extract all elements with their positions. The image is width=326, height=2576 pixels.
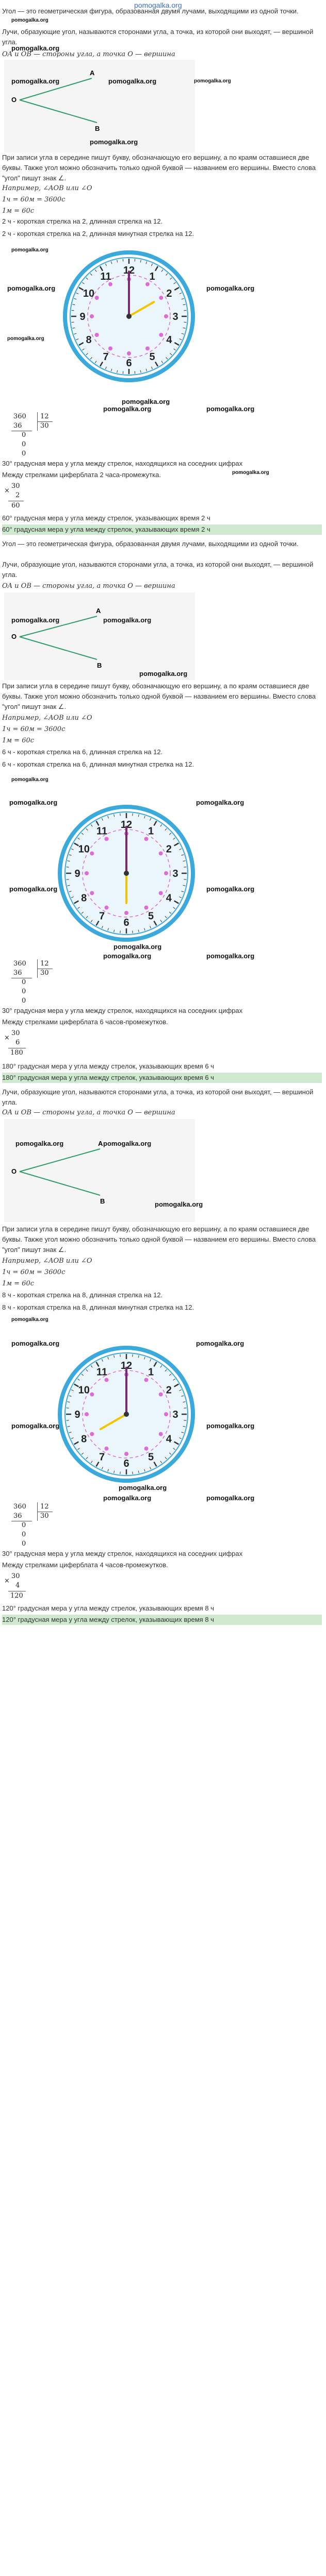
clock-number: 7 [103,351,109,363]
minute-tick [72,322,74,323]
deg30-text: 30° градусная мера у угла между стрелок, находящихся на соседних цифрах [2,1550,243,1557]
watermark: pomogalka.org [139,670,188,677]
clock-number: 9 [74,868,80,879]
watermark: pomogalka.org [113,943,162,951]
clock-number: 4 [166,892,172,904]
minute-tick [67,867,69,868]
hour-dot [159,1432,163,1436]
between-text: Между стрелками циферблата 4 часов-промежутков. [2,1561,168,1569]
watermark: pomogalka.org [9,885,58,893]
watermark: pomogalka.org [206,405,255,413]
page: pomogalka.org Угол — это геометрическая фигура, образованная двумя лучами, выходящими из одной точки. pomogalka.org Лучи, образующие угол, называются сторонами угла, а точка, из которой они выходят, — вершиной угла. pomogalka.org OA и OB — стороны угла, а точка O — вершина A O B pomogalka.org pomogalka.org pomogalka.org pomogalka.org При записи угла в середине пишут букву, обозначающую его вершину, а по краям оставшиеся две буквы. Также угол можно обозначить только одной буквой — названием его вершины. Вместо слова "угол" пишут знак ∠. Например, ∠AOB или ∠O 1ч = 60м = 3600с 1м = 60с 2 ч - короткая стрелка на 2, длинная стрелка на 12. 2 ч - короткая стрелка на 2, длинная минутная стрелка на 12. pomogalka.org pomogalka.org pomogalka.org pomogalka.org pomogalka.org 12 1 2 3 4 5 6 7 8 9 10 11 360 12 36 30 0 0 0 pomogalka.org pomogalka.org 30° градусная мера у угла между стрелок, находящихся на соседних цифрах Между стрелками циферблата 2 часа-промежутка. pomogalka.org 30 × 2 60 60° градусная мера у угла между стрелок, указывающих время 2 ч 60° градусная мера у угла между стрелок, указывающих время 2 ч Угол — это геометрическая фигура, образованная двумя лучами, выходящими из одной точки. Лучи, образующие угол, называются сторонами угла, а точка, из которой они выходят, — вершиной угла. OA и OB — стороны угла, а точка O — вершина A O B pomogalka.org pomogalka.org pomogalka.org При записи угла в середине пишут букву, обозначающую его вершину, а по краям оставшиеся две буквы. Также угол можно обозначить только одной буквой — названием его вершины. Вместо слова "угол" пишут знак ∠. Например, ∠AOB или ∠O 1ч = 60м = 3600с 1м = 60с 6 ч - короткая стрелка на 6, длинная стрелка на 12. 6 ч - короткая стрелка на 6, длинная минутная стрелка на 12. pomogalka.org pomogalka.org pomogalka.org pomogalka.org pomogalka.org pomogalka.org 12 1 2 3 4 5 6 7 8 9 10 11 360 12 36 30 0 0 0 pomogalka.org pomogalka.org 30° градусная мера у угла между стрелок, находящихся на соседних цифрах Между стрелками циферблата 6 часов-промежутков. 30 × 6 180 180° градусная мера у угла между стрелок, указывающих время 6 ч 180° градусная мера у угла между стрелок, указывающих время 6 ч Лучи, образующие угол, называются сторонами угла, а точка, из которой они выходят, — вершиной угла. OA и OB — стороны угла, а точка O — вершина A O B pomogalka.org pomogalka.org pomogalka.org При записи угла в середине пишут букву, обозначающую его вершину, а по краям оставшиеся две буквы. Также угол можно обозначить только одной буквой — названием его вершины. Вместо слова "угол" пишут знак ∠. Например, ∠AOB или ∠O 1ч = 60м = 3600с 1м = 60с 8 ч - короткая стрелка на 8, длинная стрелка на 12. 8 ч - короткая стрелка на 8, длинная минутная стрелка на 12. pomogalka.org pomogalka.org pomogalka.org pomogalka.org pomogalka.org pomogalka.org 12 1 2 3 4 5 6 7 8 9 10 11 360 12 36 30 0 0 0 pomogalka.org pomogalka.org 30° градусная мера у угла между стрелок, находящихся на соседних цифрах Между стрелками циферблата 4 часов-промежутков. 30 × 4 120 120° градусная мера у угла между стрелок, указывающих время 8 ч 120° градусная мера у угла между стрелок, указывающих время 8 ч [0,0,326,2576]
clock-number: 2 [166,288,172,299]
clock-number: 7 [99,910,105,922]
multiplication: 30 × 2 60 [4,482,35,510]
hour-dot [124,911,128,915]
multiplication: 30 × 4 120 [4,1572,35,1600]
minute-tick [184,310,186,311]
multiplication: 30 × 6 180 [4,1029,35,1057]
ray-ob [20,1172,100,1195]
watermark: pomogalka.org [11,44,60,52]
hour-dot [85,1412,89,1416]
hour-dot [85,871,89,875]
answer-text: 60° градусная мера у угла между стрелок, указывающих время 2 ч [2,514,210,522]
clock-number: 11 [96,825,108,837]
clock-number: 12 [120,819,133,831]
watermark: pomogalka.org [11,616,60,624]
clock-number: 10 [78,843,90,855]
hour-dot [159,852,163,856]
hour-dot [90,1393,94,1397]
minute-tick [72,310,74,311]
clock-number: 6 [126,358,132,369]
hands-text: 8 ч - короткая стрелка на 8, длинная минутная стрелка на 12. [2,1303,194,1311]
ray-oa [20,1149,100,1172]
hour-dot [127,351,131,355]
sides-text: OA и OB — стороны угла, а точка O — вершина [2,1109,175,1116]
hour-dot [90,891,94,895]
hour-dot [95,333,99,337]
between-text: Между стрелками циферблата 2 часа-промежутка. [2,471,161,479]
hour-dot [105,1447,109,1451]
clock-number: 6 [123,917,129,928]
hour-dot [159,1393,163,1397]
watermark: pomogalka.org [206,885,255,893]
label-b: B [97,662,102,669]
deg30-text: 30° градусная мера у угла между стрелок, находящихся на соседних цифрах [2,460,243,467]
watermark: pomogalka.org [11,1317,48,1323]
watermark: pomogalka.org [11,777,48,783]
watermark: pomogalka.org [11,1422,60,1430]
clock-number: 10 [78,1384,90,1396]
clock-number: 10 [83,288,95,299]
minute-tick [184,1408,186,1409]
hour-dot [124,1452,128,1456]
clock-number: 1 [148,1366,154,1378]
definition-text: Лучи, образующие угол, называются сторонами угла, а точка, из которой они выходят, — вершиной угла. [2,1088,314,1106]
hour-dot [90,1432,94,1436]
equation: 1ч = 60м = 3600с [2,196,66,204]
clock-number: 3 [172,1409,178,1420]
watermark: pomogalka.org [103,1140,152,1147]
hour-dot [90,314,94,318]
clock-number: 9 [74,1409,80,1420]
clock [57,804,196,943]
angle-diagram [4,592,195,680]
label-a: A [90,69,95,77]
hands-text: 2 ч - короткая стрелка на 2, длинная минутная стрелка на 12. [2,230,194,238]
sides-text: OA и OB — стороны угла, а точка O — вершина [2,582,175,590]
angle-figure [4,592,195,680]
answer-text: 180° градусная мера у угла между стрелок, указывающих время 6 ч [2,1062,214,1070]
watermark: pomogalka.org [206,952,255,960]
label-o: O [11,1167,17,1175]
label-a: A [96,607,101,615]
watermark: pomogalka.org [206,284,255,292]
definition-text: Угол — это геометрическая фигура, образованная двумя лучами, выходящими из одной точки. [2,7,299,15]
hands-text: 8 ч - короткая стрелка на 8, длинная стрелка на 12. [2,1291,163,1299]
ray-ob [20,637,97,659]
watermark: pomogalka.org [232,470,269,476]
clock-number: 11 [96,1366,108,1378]
clock-number: 5 [148,1451,154,1463]
hands-text: 6 ч - короткая стрелка на 6, длинная стрелка на 12. [2,748,163,756]
hour-dot [95,296,99,300]
minute-tick [184,322,186,323]
minute-tick [120,930,121,933]
watermark: pomogalka.org [194,78,231,84]
watermark: pomogalka.org [119,1484,167,1492]
answer-text: 120° градусная мера у угла между стрелок, указывающих время 8 ч [2,1604,214,1612]
minute-tick [120,814,121,816]
clock-number: 12 [120,1360,133,1371]
hour-dot [90,852,94,856]
watermark: pomogalka.org [108,77,157,85]
equation: 1ч = 60м = 3600с [2,725,66,733]
label-b: B [100,1197,105,1205]
label-o: O [11,96,17,104]
example-text: Например, ∠AOB или ∠O [2,1257,92,1265]
clock-number: 1 [148,825,154,837]
label-o: O [11,633,17,640]
minute-tick [67,879,69,880]
hour-dot [145,346,150,350]
hour-dot [108,282,112,286]
ray-ob [20,100,97,123]
hour-dot [159,891,163,895]
watermark: pomogalka.org [90,138,138,146]
hour-dot [144,1378,149,1382]
watermark: pomogalka.org [122,398,170,405]
minute-tick [184,867,186,868]
watermark: pomogalka.org [7,284,56,292]
watermark: pomogalka.org [103,405,152,413]
watermark: pomogalka.org [11,18,48,23]
hour-dot [164,314,168,318]
hour-dot [159,333,163,337]
hands-text: 6 ч - короткая стрелка на 6, длинная минутная стрелка на 12. [2,760,194,768]
clock-number: 1 [149,271,155,283]
equation: 1м = 60с [2,207,35,215]
equation: 1м = 60с [2,737,35,744]
clock-number: 2 [166,843,172,855]
clock-number: 4 [166,334,172,346]
watermark: pomogalka.org [11,1340,60,1347]
clock-number: 6 [123,1458,129,1469]
hour-dot [108,346,112,350]
hour-dot [105,837,109,841]
site-title[interactable]: pomogalka.org [134,1,182,9]
naming-text: При записи угла в середине пишут букву, обозначающую его вершину, а по краям оставшиеся две буквы. Также угол можно обозначить только одной буквой — названием его вершины. Вместо слова "угол" пишут знак ∠. [2,154,316,182]
hour-dot [145,282,150,286]
clock-number: 5 [148,910,154,922]
clock-number: 9 [79,311,86,323]
clock-number: 8 [81,892,87,904]
watermark: pomogalka.org [155,1200,203,1208]
hour-dot [164,871,168,875]
watermark: pomogalka.org [9,799,58,806]
clock-number: 11 [100,271,111,283]
minute-tick [120,1354,121,1357]
hour-dot [105,906,109,910]
clock-number: 8 [81,1433,87,1445]
clock [57,1345,196,1484]
clock-number: 5 [149,351,155,363]
minute-tick [120,1471,121,1474]
example-text: Например, ∠AOB или ∠O [2,184,92,192]
hour-dot [144,837,149,841]
answer-highlight: 120° градусная мера у угла между стрелок, указывающих время 8 ч [2,1615,322,1625]
naming-text: При записи угла в середине пишут букву, обозначающую его вершину, а по краям оставшиеся две буквы. Также угол можно обозначить только одной буквой — названием его вершины. Вместо слова "угол" пишут знак ∠. [2,682,316,710]
center-pin [126,314,132,319]
watermark: pomogalka.org [103,952,152,960]
clock-number: 8 [86,334,92,346]
definition-text: Лучи, образующие угол, называются сторонами угла, а точка, из которой они выходят, — вершиной угла. [2,28,314,46]
equation: 1м = 60с [2,1280,35,1287]
label-a: A [98,1140,103,1147]
watermark: pomogalka.org [7,336,44,342]
watermark: pomogalka.org [196,1340,244,1347]
equation: 1ч = 60м = 3600с [2,1268,66,1276]
watermark: pomogalka.org [103,616,152,624]
clock-number: 2 [166,1384,172,1396]
sides-text: OA и OB — стороны угла, а точка O — вершина [2,50,175,58]
clock-number: 3 [172,868,178,879]
clock-number: 7 [99,1451,105,1463]
answer-highlight: 180° градусная мера у угла между стрелок, указывающих время 6 ч [2,1073,322,1083]
hands-text: 2 ч - короткая стрелка на 2, длинная стрелка на 12. [2,217,163,225]
center-pin [124,1412,129,1417]
minute-tick [184,879,186,880]
clock-number: 3 [172,311,178,323]
center-pin [124,871,129,876]
minute-tick [184,1420,186,1421]
clock-number: 4 [166,1433,172,1445]
watermark: pomogalka.org [15,1140,64,1147]
deg30-text: 30° градусная мера у угла между стрелок, находящихся на соседних цифрах [2,1007,243,1014]
watermark: pomogalka.org [196,799,244,806]
hour-dot [159,296,163,300]
definition-text: Угол — это геометрическая фигура, образованная двумя лучами, выходящими из одной точки. [2,540,299,548]
watermark: pomogalka.org [11,77,60,85]
clock [62,249,196,383]
watermark: pomogalka.org [103,1494,152,1502]
hour-dot [164,1412,168,1416]
answer-highlight: 60° градусная мера у угла между стрелок, указывающих время 2 ч [2,524,322,535]
minute-tick [67,1408,69,1409]
naming-text: При записи угла в середине пишут букву, обозначающую его вершину, а по краям оставшиеся две буквы. Также угол можно обозначить только одной буквой — названием его вершины. Вместо слова "угол" пишут знак ∠. [2,1225,316,1253]
definition-text: Лучи, образующие угол, называются сторонами угла, а точка, из которой они выходят, — вершиной угла. [2,561,314,579]
watermark: pomogalka.org [11,247,48,253]
label-b: B [95,125,100,132]
hour-dot [144,906,149,910]
watermark: pomogalka.org [206,1422,255,1430]
watermark: pomogalka.org [206,1494,255,1502]
example-text: Например, ∠AOB или ∠O [2,714,92,722]
hour-dot [105,1378,109,1382]
hour-dot [144,1447,149,1451]
between-text: Между стрелками циферблата 6 часов-промежутков. [2,1018,168,1026]
clock-number: 12 [123,265,135,276]
minute-tick [67,1420,69,1421]
